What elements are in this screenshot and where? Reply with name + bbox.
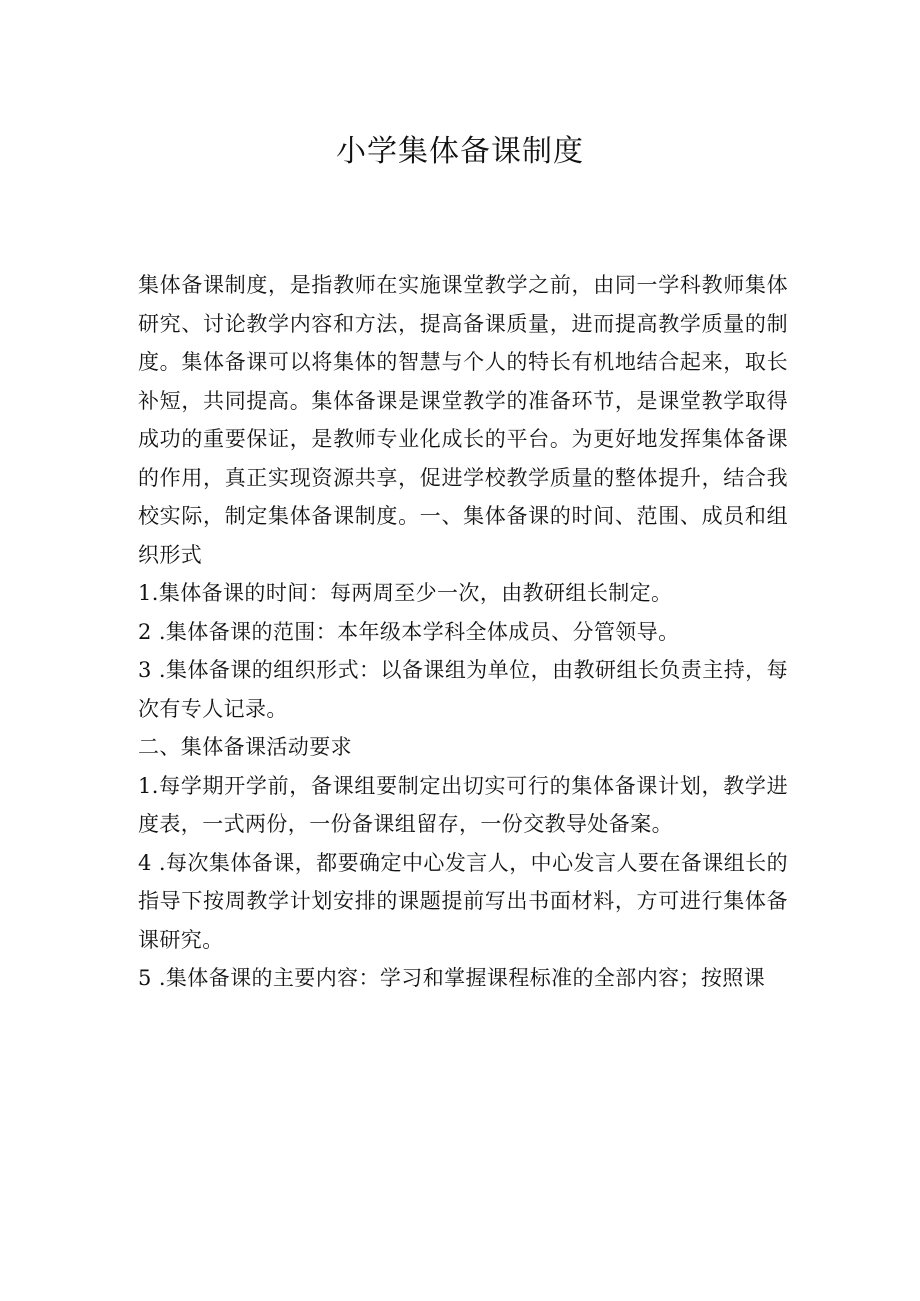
- paragraph-item-content: 5 .集体备课的主要内容：学习和掌握课程标准的全部内容；按照课: [138, 966, 766, 990]
- paragraph-intro: 集体备课制度，是指教师在实施课堂教学之前，由同一学科教师集体研究、讨论教学内容和方法，提高备课质量，进而提高教学质量的制度。集体备课可以将集体的智慧与个人的特长有机地结合起来，取长补短，共同提高。集体备课是课堂教学的准备环节，是课堂教学取得成功的重要保证，是教师专业化成长的平台。为更好地发挥集体备课的作用，真正实现资源共享，促进学校教学质量的整体提升，结合我校实际，制定集体备课制度。一、集体备课的时间、范围、成员和组织形式: [138, 273, 788, 567]
- document-title: 小学集体备课制度: [336, 134, 584, 169]
- paragraph-item-organization: 3 .集体备课的组织形式：以备课组为单位，由教研组长负责主持，每次有专人记录。: [138, 658, 788, 721]
- paragraph-item-speaker: 4 .每次集体备课，都要确定中心发言人，中心发言人要在备课组长的指导下按周教学计划安排的课题提前写出书面材料，方可进行集体备课研究。: [138, 850, 788, 952]
- paragraph-item-plan: 1.每学期开学前，备课组要制定出切实可行的集体备课计划，教学进度表，一式两份，一份备课组留存，一份交教导处备案。: [138, 773, 788, 836]
- paragraph-item-scope: 2 .集体备课的范围：本年级本学科全体成员、分管领导。: [138, 619, 680, 644]
- section-heading-requirements: 二、集体备课活动要求: [138, 735, 352, 759]
- paragraph-item-time: 1.集体备课的时间：每两周至少一次，由教研组长制定。: [138, 581, 673, 605]
- document-body: [138, 266, 788, 998]
